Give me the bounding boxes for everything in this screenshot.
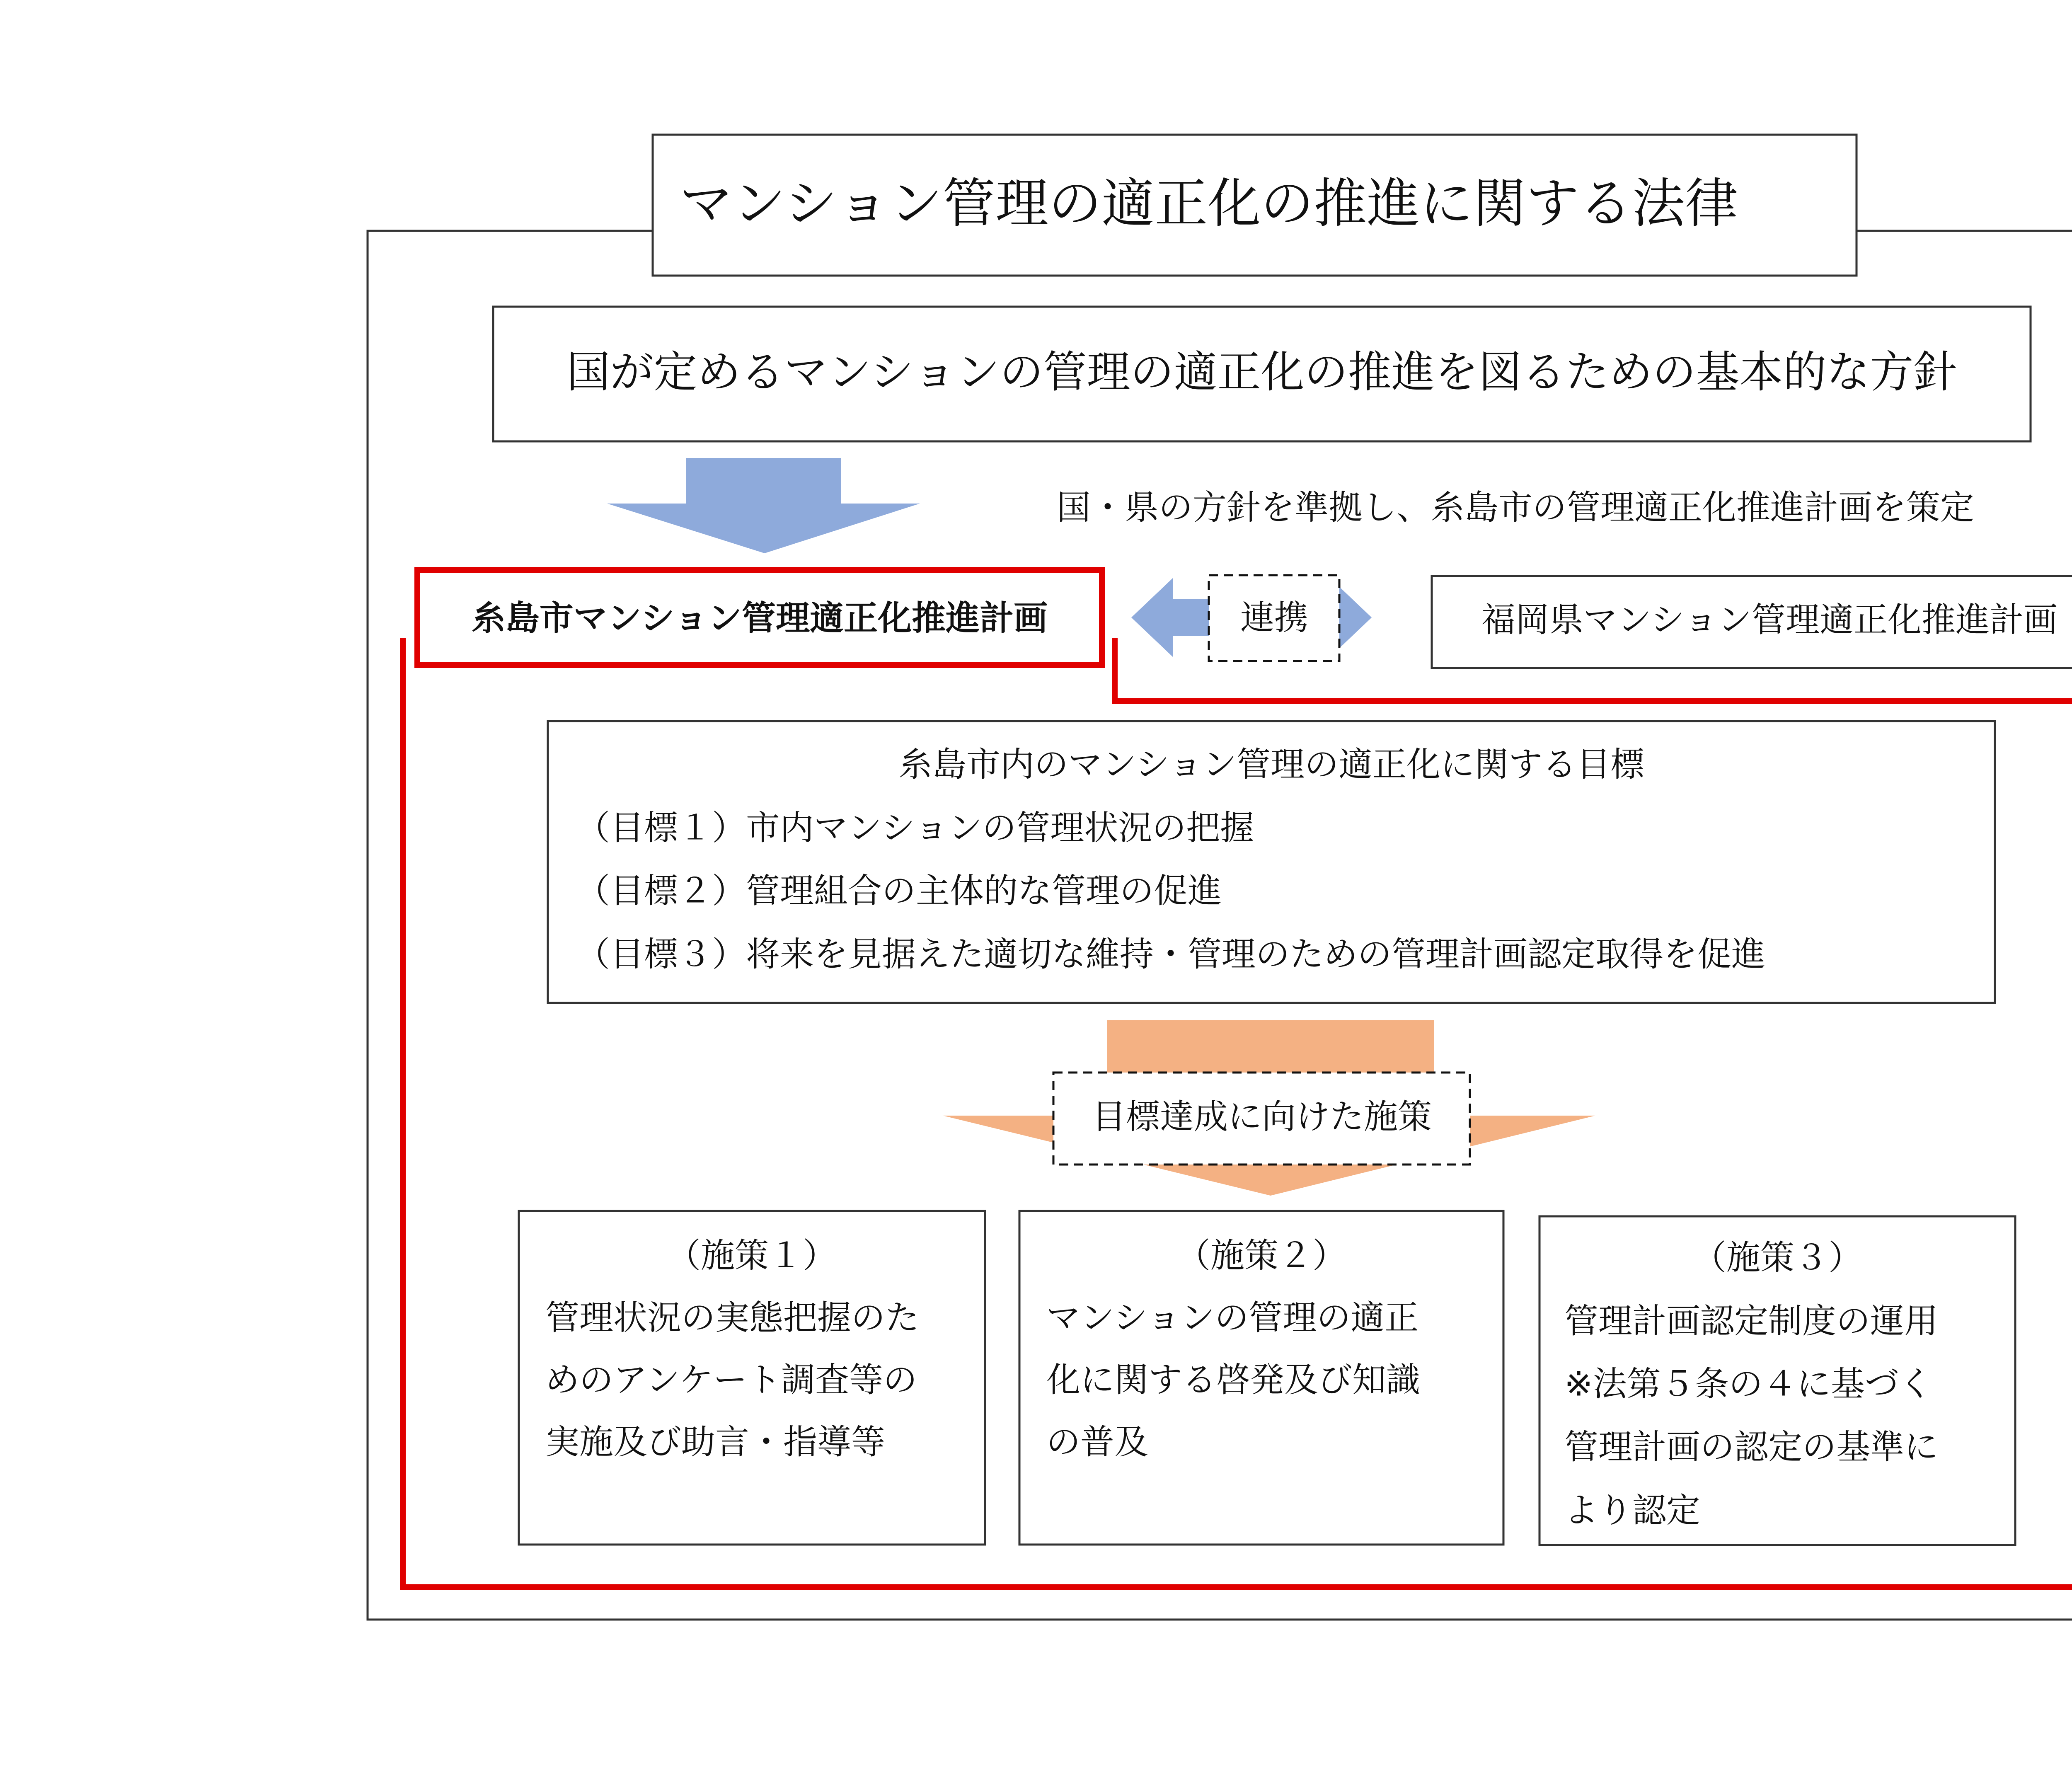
measure-3-line-1: 管理計画認定制度の運用 xyxy=(1564,1301,1939,1341)
measure-1-line-1: 管理状況の実態把握のた xyxy=(545,1298,920,1338)
down-arrow-blue xyxy=(607,458,920,553)
law-title: マンション管理の適正化の推進に関する法律 xyxy=(680,173,1738,235)
measure-2-title: （施策２） xyxy=(1176,1236,1347,1276)
measure-3-line-3: 管理計画の認定の基準に xyxy=(1564,1427,1939,1467)
national-policy-text: 国が定めるマンションの管理の適正化の推進を図るための基本的な方針 xyxy=(566,346,1957,397)
measure-1-line-3: 実施及び助言・指導等 xyxy=(545,1422,886,1462)
measure-3-title: （施策３） xyxy=(1692,1238,1863,1278)
measures-label: 目標達成に向けた施策 xyxy=(1092,1097,1432,1137)
measure-2-line-1: マンションの管理の適正 xyxy=(1046,1298,1419,1338)
measure-1-line-2: めのアンケート調査等の xyxy=(545,1360,917,1400)
measure-2-line-2: 化に関する啓発及び知識 xyxy=(1046,1360,1421,1400)
cooperation-label: 連携 xyxy=(1240,598,1309,638)
goal-item-2: （目標２）管理組合の主体的な管理の促進 xyxy=(576,871,1222,911)
goals-heading: 糸島市内のマンション管理の適正化に関する目標 xyxy=(898,745,1645,784)
compliance-note: 国・県の方針を準拠し、糸島市の管理適正化推進計画を策定 xyxy=(1057,488,1975,528)
goal-item-3: （目標３）将来を見据えた適切な維持・管理のための管理計画認定取得を促進 xyxy=(576,935,1766,974)
measure-3-line-2: ※法第５条の４に基づく xyxy=(1564,1364,1933,1404)
city-plan-title: 糸島市マンション管理適正化推進計画 xyxy=(471,598,1048,638)
prefecture-plan-title: 福岡県マンション管理適正化推進計画 xyxy=(1481,600,2058,640)
goal-item-1: （目標１）市内マンションの管理状況の把握 xyxy=(576,808,1254,848)
measure-3-line-4: より認定 xyxy=(1564,1491,1701,1530)
measure-1-title: （施策１） xyxy=(666,1236,837,1276)
measure-2-line-3: の普及 xyxy=(1046,1422,1149,1462)
